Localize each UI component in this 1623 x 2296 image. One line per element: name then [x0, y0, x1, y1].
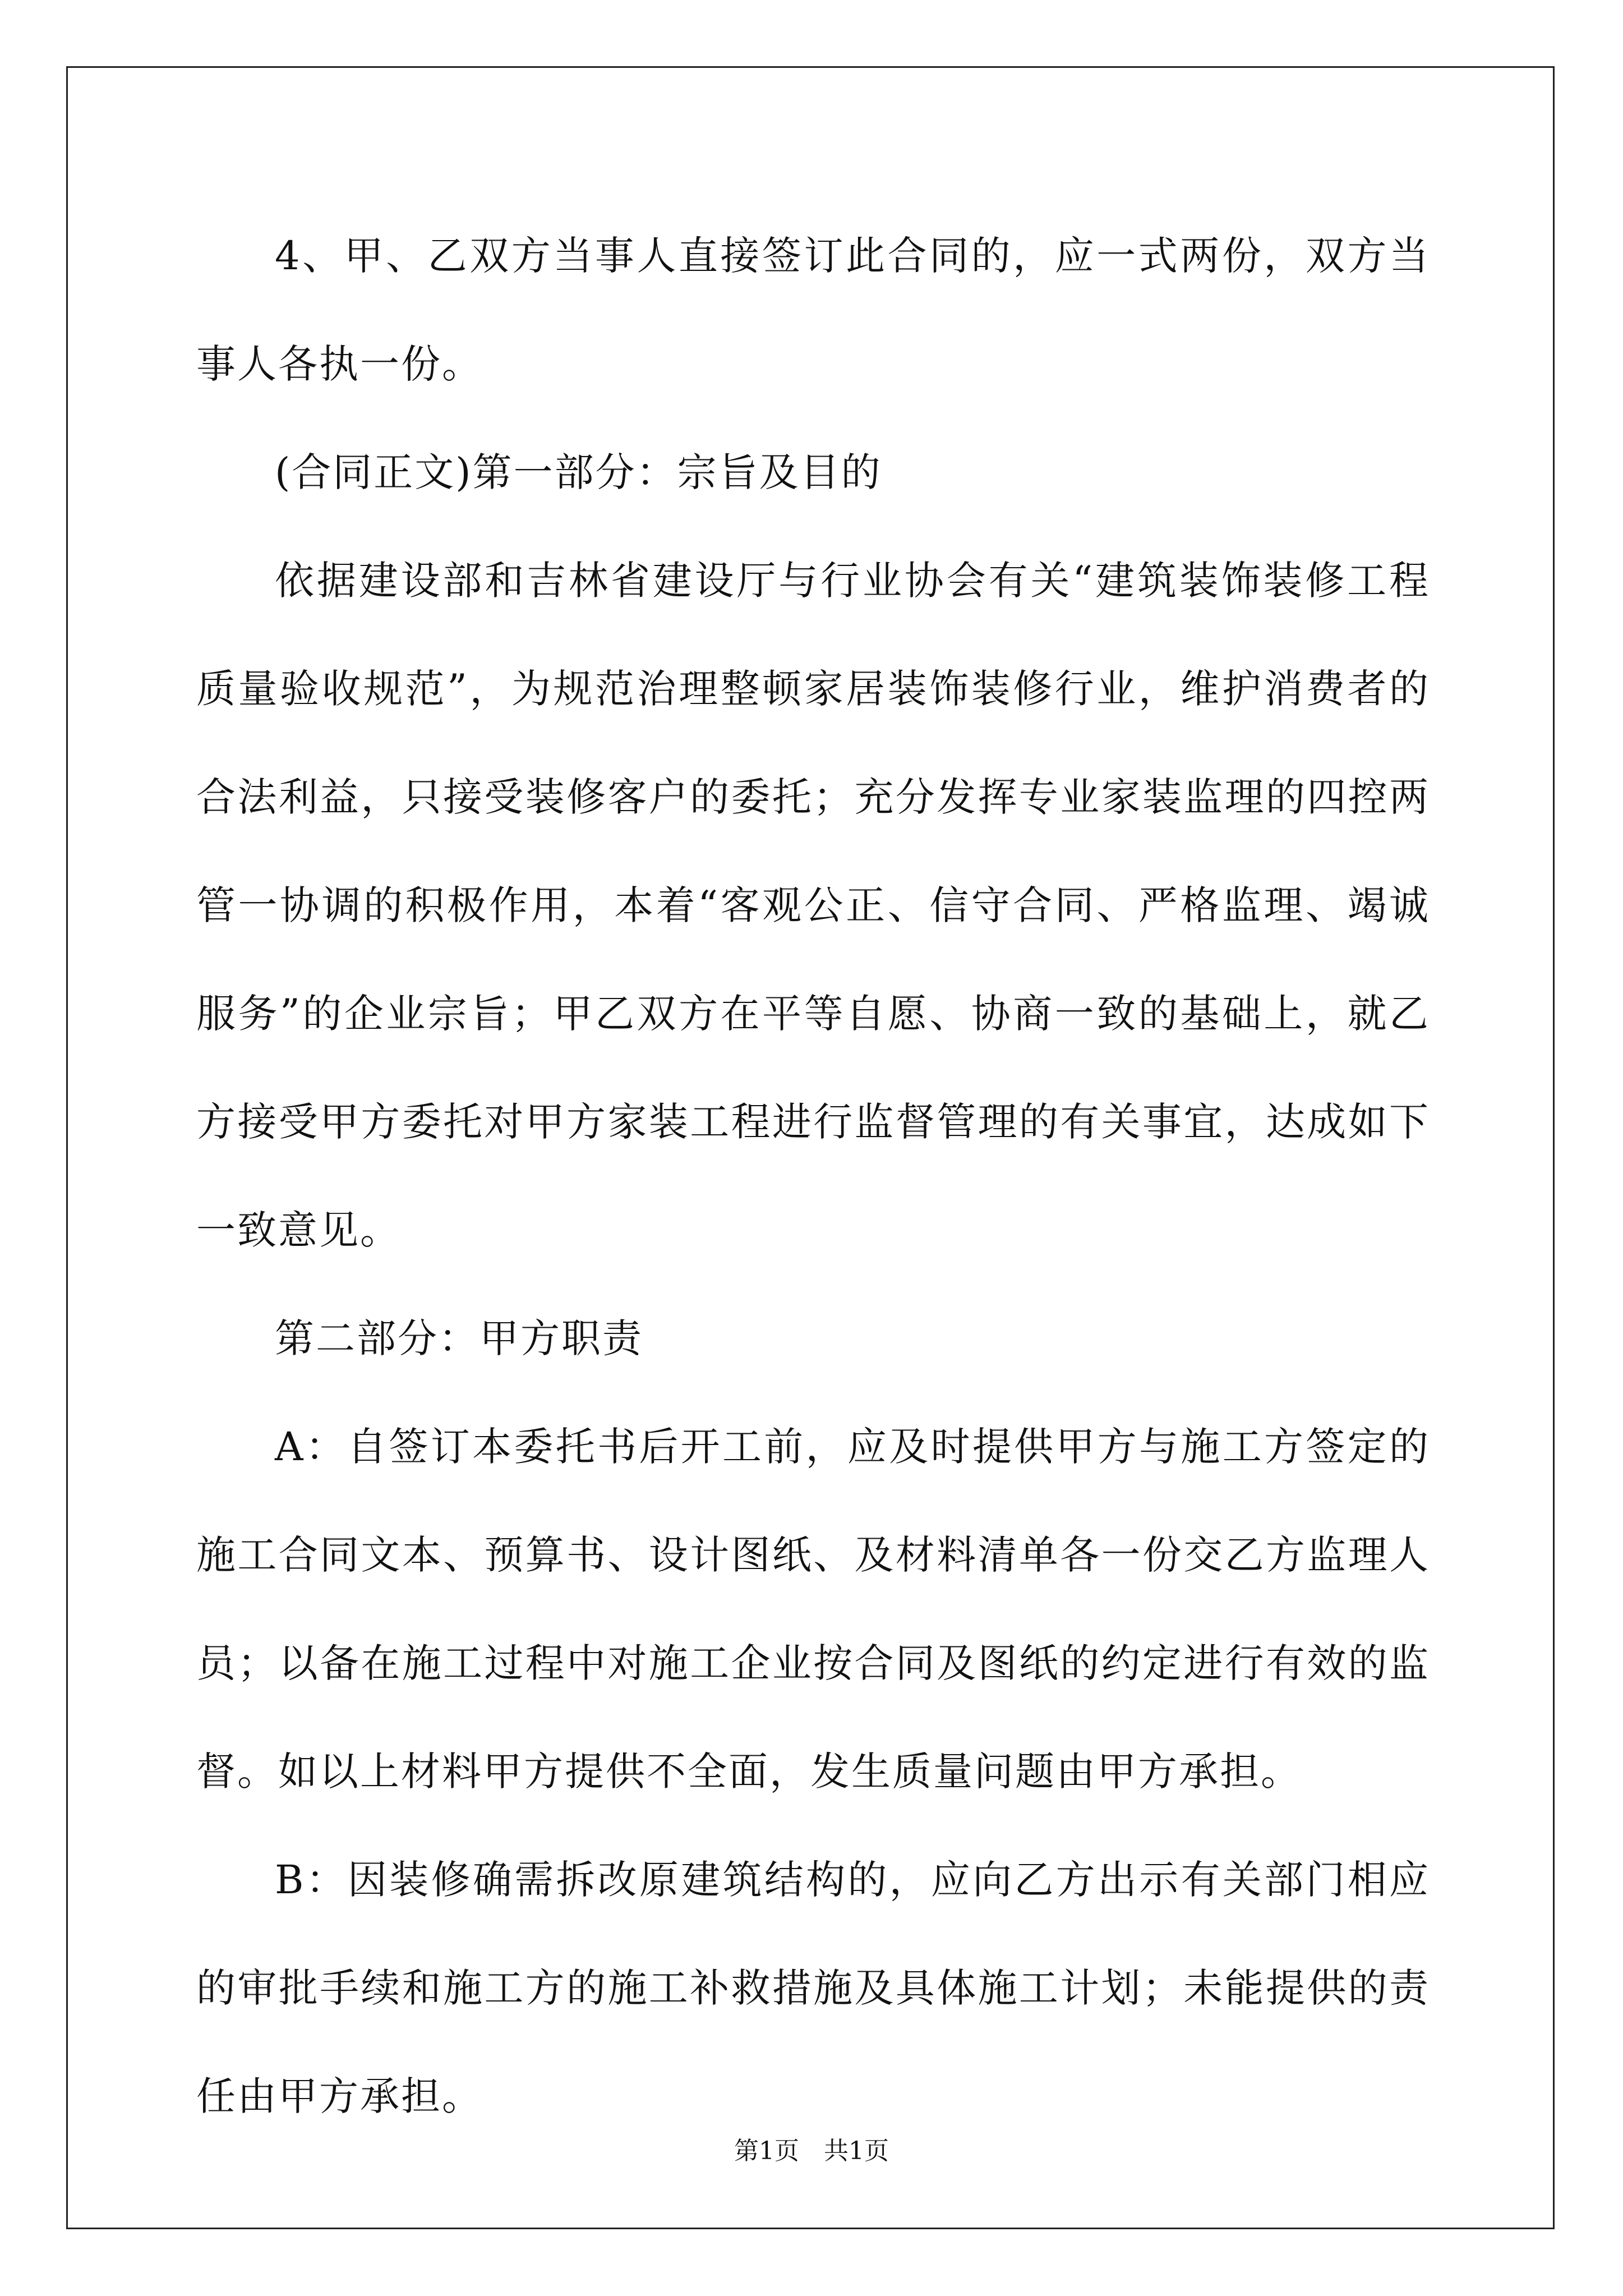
page-number-footer: 第1页 共1页 — [734, 2137, 889, 2165]
paragraph-purpose: 依据建设部和吉林省建设厅与行业协会有关“建筑装饰装修工程质量验收规范”，为规范治理整顿家居装饰装修行业，维护消费者的合法利益，只接受装修客户的委托；充分发挥专业家装监理的四控两管一协调的积极作用，本着“客观公正、信守合同、严格监理、竭诚服务”的企业宗旨；甲乙双方在平等自愿、协商一致的基础上，就乙方接受甲方委托对甲方家装工程进行监督管理的有关事宜，达成如下一致意见。 — [196, 558, 1430, 1253]
paragraph-signing-copies: 4、甲、乙双方当事人直接签订此合同的，应一式两份，双方当事人各执一份。 — [196, 233, 1430, 387]
heading-part-one: (合同正文)第一部分：宗旨及目的 — [275, 449, 882, 495]
document-body — [196, 202, 1430, 2151]
paragraph-duty-a: A：自签订本委托书后开工前，应及时提供甲方与施工方签定的施工合同文本、预算书、设计图纸、及材料清单各一份交乙方监理人员；以备在施工过程中对施工企业按合同及图纸的约定进行有效的监督。如以上材料甲方提供不全面，发生质量问题由甲方承担。 — [196, 1424, 1430, 1795]
heading-part-two: 第二部分：甲方职责 — [275, 1315, 643, 1361]
paragraph-duty-b: B：因装修确需拆改原建筑结构的，应向乙方出示有关部门相应的审批手续和施工方的施工补救措施及具体施工计划；未能提供的责任由甲方承担。 — [196, 1857, 1430, 2119]
